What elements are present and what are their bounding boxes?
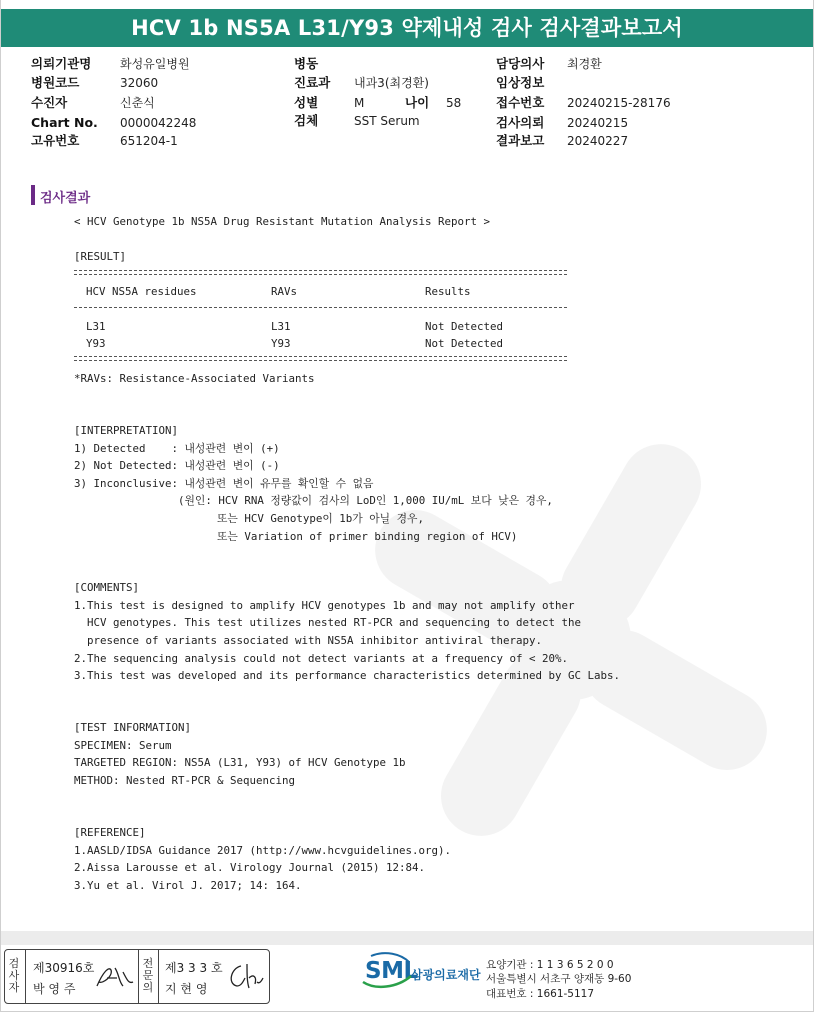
- test-info-label: [TEST INFORMATION]: [74, 721, 192, 734]
- logo-letters: SML: [365, 958, 418, 984]
- tester-signature: [93, 962, 137, 992]
- specialist-name: 지 현 영: [165, 982, 208, 996]
- institution-value: 화성유일병원: [120, 57, 190, 71]
- specialist-license: 제3 3 3 호: [165, 961, 223, 975]
- tester-license: 제30916호: [33, 961, 95, 975]
- interpretation-line: 또는 Variation of primer binding region of HCV): [74, 530, 518, 543]
- col-header-ravs: RAVs: [271, 285, 298, 298]
- interpretation-line: 또는 HCV Genotype이 1b가 아닐 경우,: [74, 512, 424, 525]
- test-info-line: SPECIMEN: Serum: [74, 739, 172, 752]
- interpretation-line: 3) Inconclusive: 내성관련 변이 유무를 확인할 수 없음: [74, 477, 374, 490]
- interpretation-line: 2) Not Detected: 내성관련 변이 (-): [74, 459, 280, 472]
- divider: [25, 950, 26, 1003]
- footer-band: [1, 931, 813, 945]
- department-value: 내과3(최경환): [354, 76, 429, 90]
- age-value: 58: [446, 96, 462, 110]
- row-residue: Y93: [86, 337, 106, 350]
- hospital-code-label: 병원코드: [31, 75, 80, 90]
- logo-swoosh-icon: [361, 952, 413, 990]
- comment-line: 2.The sequencing analysis could not detect variants at a frequency of < 20%.: [74, 652, 569, 665]
- report-date-label: 결과보고: [496, 133, 545, 148]
- row-rav: Y93: [271, 337, 291, 350]
- request-date-value: 20240215: [567, 116, 629, 130]
- divider: [138, 950, 139, 1003]
- receipt-no-label: 접수번호: [496, 95, 545, 110]
- comments-label: [COMMENTS]: [74, 581, 140, 594]
- interpretation-line: 1) Detected : 내성관련 변이 (+): [74, 442, 280, 455]
- comment-line: HCV genotypes. This test utilizes nested RT-PCR and sequencing to detect the: [74, 616, 582, 629]
- contact-line: 서울특별시 서초구 양재동 9-60: [486, 973, 632, 985]
- interpretation-label: [INTERPRETATION]: [74, 424, 179, 437]
- row-rav: L31: [271, 320, 291, 333]
- row-result: Not Detected: [425, 337, 504, 350]
- department-label: 진료과: [294, 75, 331, 90]
- patient-name-value: 신춘식: [120, 96, 155, 110]
- comment-line: presence of variants associated with NS5A inhibitor antiviral therapy.: [74, 634, 543, 647]
- ward-label: 병동: [294, 56, 319, 71]
- table-bottom-rule: [74, 356, 567, 361]
- specimen-label: 검체: [294, 113, 319, 128]
- hospital-code-value: 32060: [120, 76, 159, 90]
- request-date-label: 검사의뢰: [496, 115, 545, 130]
- reference-label: [REFERENCE]: [74, 826, 146, 839]
- comment-line: 3.This test was developed and its performance characteristics determined by GC Labs.: [74, 669, 621, 682]
- reference-line: 3.Yu et al. Virol J. 2017; 14: 164.: [74, 879, 302, 892]
- unique-id-label: 고유번호: [31, 133, 80, 148]
- table-header-rule: [74, 307, 567, 308]
- result-label: [RESULT]: [74, 250, 127, 263]
- report-date-value: 20240227: [567, 134, 629, 148]
- tester-vertical-label: 검 사 자: [8, 957, 20, 994]
- table-top-rule: [74, 270, 567, 275]
- signature-block: [4, 949, 270, 1004]
- test-info-line: TARGETED REGION: NS5A (L31, Y93) of HCV Genotype 1b: [74, 756, 406, 769]
- chart-no-value: 0000042248: [120, 116, 197, 130]
- section-marker: [31, 185, 35, 205]
- col-header-residues: HCV NS5A residues: [86, 285, 197, 298]
- receipt-no-value: 20240215-28176: [567, 96, 671, 110]
- physician-label: 담당의사: [496, 56, 545, 71]
- unique-id-value: 651204-1: [120, 134, 178, 148]
- chart-no-label: Chart No.: [31, 115, 98, 130]
- physician-value: 최경환: [567, 57, 602, 71]
- comment-line: 1.This test is designed to amplify HCV genotypes 1b and may not amplify other: [74, 599, 575, 612]
- report-heading: < HCV Genotype 1b NS5A Drug Resistant Mutation Analysis Report >: [74, 215, 491, 228]
- report-title: HCV 1b NS5A L31/Y93 약제내성 검사 검사결과보고서: [1, 9, 813, 47]
- divider: [158, 950, 159, 1003]
- reference-line: 2.Aissa Larousse et al. Virology Journal (2015) 12:84.: [74, 861, 426, 874]
- institution-label: 의뢰기관명: [31, 56, 92, 71]
- contact-line: 대표번호 : 1661-5117: [486, 988, 595, 1000]
- specimen-value: SST Serum: [354, 114, 420, 128]
- sex-label: 성별: [294, 95, 319, 110]
- clinical-info-label: 임상정보: [496, 75, 545, 90]
- contact-line: 요양기관 : 1 1 3 6 5 2 0 0: [486, 959, 614, 971]
- specialist-signature: [225, 960, 265, 994]
- row-result: Not Detected: [425, 320, 504, 333]
- sex-value: M: [354, 96, 365, 110]
- reference-line: 1.AASLD/IDSA Guidance 2017 (http://www.hcvguidelines.org).: [74, 844, 452, 857]
- specialist-vertical-label: 전 문 의: [142, 957, 154, 994]
- age-label: 나이: [405, 95, 430, 110]
- test-info-line: METHOD: Nested RT-PCR & Sequencing: [74, 774, 296, 787]
- ravs-footnote: *RAVs: Resistance-Associated Variants: [74, 372, 315, 385]
- interpretation-line: (원인: HCV RNA 정량값이 검사의 LoD인 1,000 IU/mL 보다 낮은 경우,: [74, 494, 553, 507]
- row-residue: L31: [86, 320, 106, 333]
- sml-logo: [365, 958, 418, 984]
- col-header-results: Results: [425, 285, 471, 298]
- section-title: 검사결과: [40, 191, 91, 206]
- patient-name-label: 수진자: [31, 95, 68, 110]
- organization-name: 삼광의료재단: [411, 968, 481, 982]
- tester-name: 박 영 주: [33, 982, 76, 996]
